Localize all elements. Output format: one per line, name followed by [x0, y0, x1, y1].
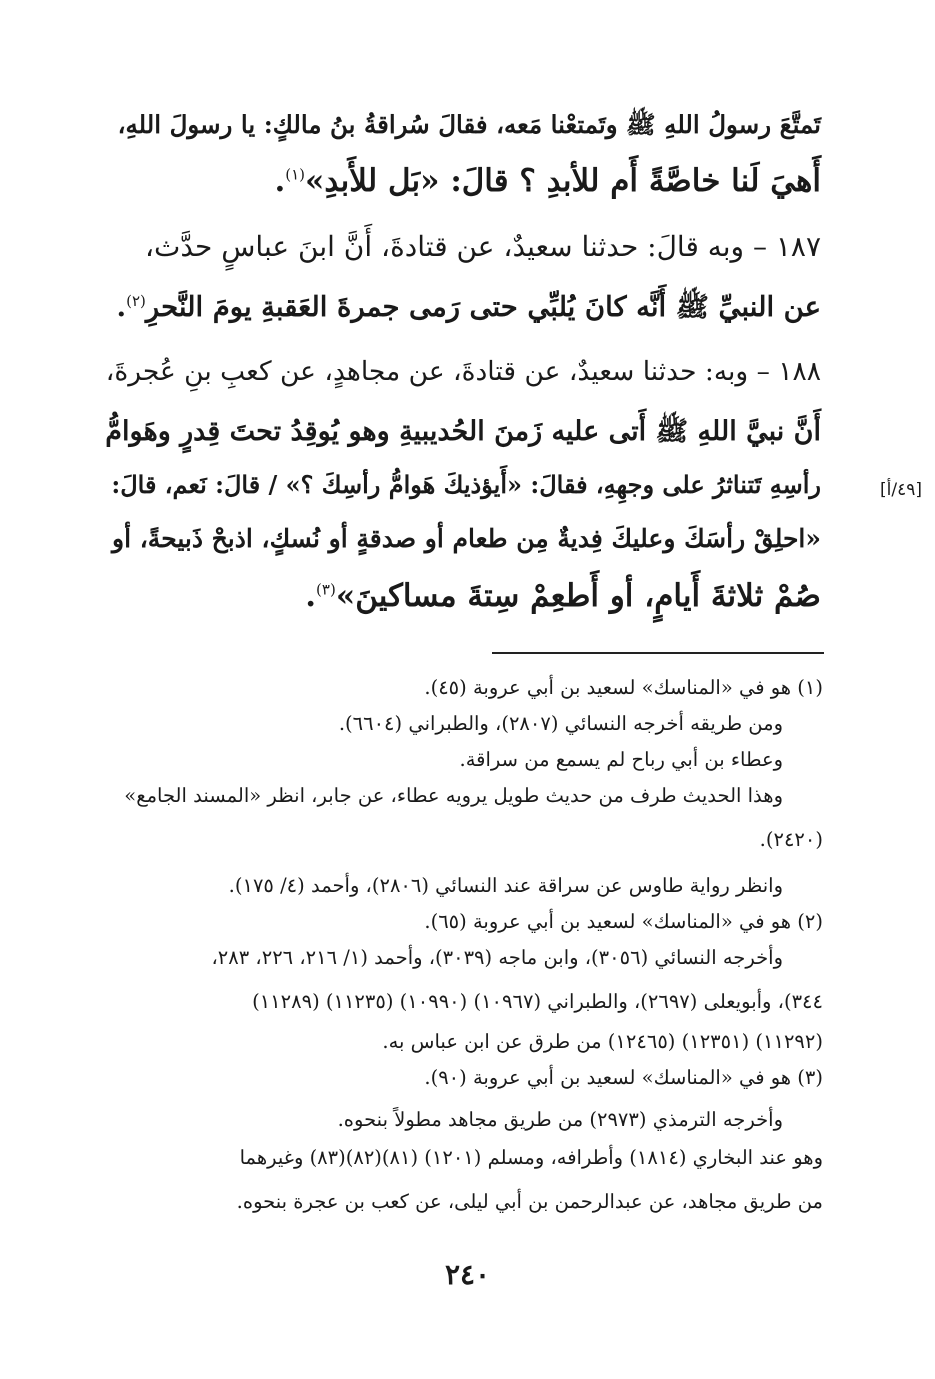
- footnote-ref-1[interactable]: (١): [285, 165, 306, 184]
- footnote-line: وعطاء بن أبي رباح لم يسمع من سراقة.: [459, 748, 783, 771]
- footnote-1: (١) هو في «المناسك» لسعيد بن أبي عروبة (٤٥).: [424, 676, 823, 699]
- main-text-line-8: «احلِقْ رأسَكَ وعليكَ فِديةٌ مِن طعام أو صدقةٍ أو نُسكٍ، اذبحْ ذَبيحةً، أو: [112, 524, 821, 553]
- main-text-line-7: رأسِهِ تَتناثرُ على وجهِهِ، فقالَ: «أَيؤذيكَ هَوامُّ رأسِكَ ؟» / قالَ: نَعم، قالَ:: [111, 470, 821, 499]
- footnote-line: (١١٢٩٢) (١٢٣٥١) (١٢٤٦٥) من طرق عن ابن عباس به.: [382, 1030, 823, 1053]
- hadith-188-intro: ١٨٨ – وبه: حدثنا سعيدٌ، عن قتادةَ، عن مجاهدٍ، عن كعبِ بنِ عُجرةَ،: [105, 356, 821, 387]
- hadith-187-intro: ١٨٧ – وبه قالَ: حدثنا سعيدٌ، عن قتادةَ، أَنَّ ابنَ عباسٍ حدَّث،: [144, 230, 821, 263]
- footnote-line: وانظر رواية طاوس عن سراقة عند النسائي (٢٨٠٦)، وأحمد (٤/ ١٧٥).: [228, 874, 783, 897]
- main-text-line-9: صُمْ ثلاثةَ أَيامٍ، أو أَطعِمْ سِتةَ مساكينَ»$^{(٣)}$.: [305, 578, 821, 614]
- main-text-line-4: عن النبيِّ ﷺ أَنَّه كانَ يُلبِّي حتى رَمى جمرةَ العَقبةِ يومَ النَّحرِ$^{(٢)}$.: [116, 291, 821, 323]
- footnote-2: (٢) هو في «المناسك» لسعيد بن أبي عروبة (٦٥).: [424, 910, 823, 933]
- footnote-line: وهذا الحديث طرف من حديث طويل يرويه عطاء، عن جابر، انظر «المسند الجامع»: [124, 784, 783, 807]
- main-text-line-1: تَمتَّعَ رسولُ اللهِ ﷺ وتَمتعْنا مَعه، فقالَ سُراقةُ بنُ مالكٍ: يا رسولَ اللهِ،: [117, 110, 821, 139]
- main-text-line-2: أَهيَ لَنا خاصَّةً أَم للأبدِ ؟ قالَ: «بَل للأَبدِ»$^{(١)}$.: [274, 163, 821, 199]
- footnote-line: وهو عند البخاري (١٨١٤) وأطرافه، ومسلم (١٢٠١) (٨١)(٨٢)(٨٣) وغيرهما: [239, 1146, 823, 1169]
- footnote-separator: [492, 652, 824, 654]
- page-number: ٢٤٠: [444, 1258, 491, 1291]
- main-text-line-6: أَنَّ نبيَّ اللهِ ﷺ أَتى عليه زَمنَ الحُديبيةِ وهو يُوقِدُ تحتَ قِدرٍ وهَوامُّ: [105, 416, 821, 447]
- footnote-line: ٣٤٤)، وأبويعلى (٢٦٩٧)، والطبراني (١٠٩٦٧) (١٠٩٩٠) (١١٢٣٥) (١١٢٨٩): [252, 990, 823, 1013]
- footnote-line: وأخرجه النسائي (٣٠٥٦)، وابن ماجه (٣٠٣٩)، وأحمد (١/ ٢١٦، ٢٢٦، ٢٨٣،: [211, 946, 783, 969]
- footnote-line: من طريق مجاهد، عن عبدالرحمن بن أبي ليلى، عن كعب بن عجرة بنحوه.: [236, 1190, 823, 1213]
- footnote-ref-2[interactable]: (٢): [126, 291, 146, 310]
- footnote-line: وأخرجه الترمذي (٢٩٧٣) من طريق مجاهد مطولاً بنحوه.: [337, 1108, 783, 1131]
- manuscript-folio-ref: [٤٩/أ]: [880, 480, 922, 500]
- footnote-ref-3[interactable]: (٣): [316, 580, 336, 599]
- footnote-3: (٣) هو في «المناسك» لسعيد بن أبي عروبة (٩٠).: [424, 1066, 823, 1089]
- footnote-line: (٢٤٢٠).: [759, 828, 823, 851]
- footnote-line: ومن طريقه أخرجه النسائي (٢٨٠٧)، والطبراني (٦٦٠٤).: [338, 712, 783, 735]
